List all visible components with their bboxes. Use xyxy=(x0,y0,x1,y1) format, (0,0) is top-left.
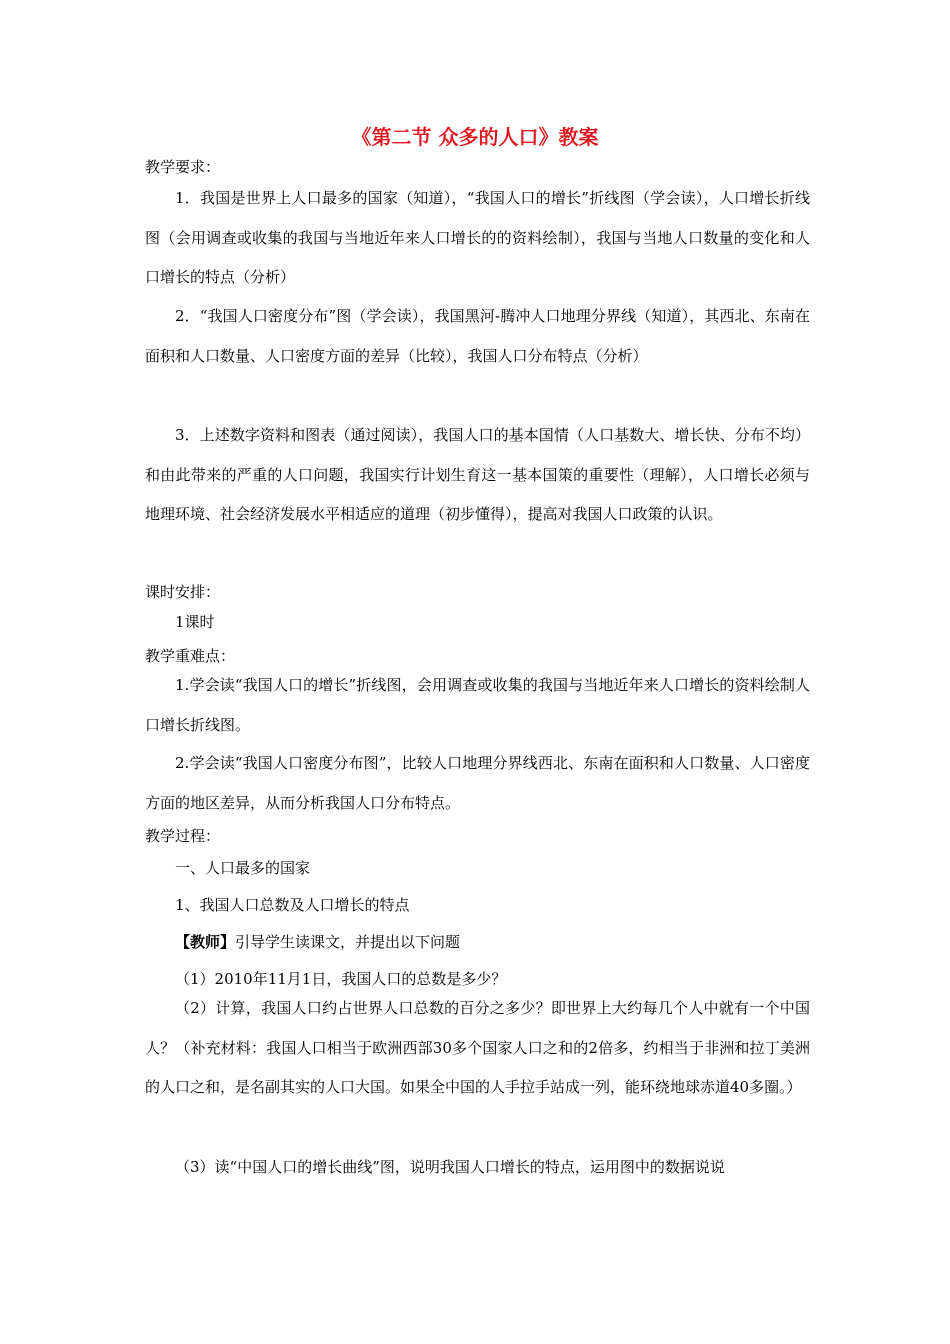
requirement-item-1: 1．我国是世界上人口最多的国家（知道），“我国人口的增长”折线图（学会读），人口增长折线图（会用调查或收集的我国与当地近年来人口增长的的资料绘制），我国与当地人口数量的变化和人口增长的特点（分析） xyxy=(145,189,810,286)
schedule-heading: 课时安排： xyxy=(145,583,221,601)
requirement-item-2: 2．“我国人口密度分布”图（学会读），我国黑河-腾冲人口地理分界线（知道），其西北、东南在面积和人口数量、人口密度方面的差异（比较），我国人口分布特点（分析） xyxy=(145,307,810,365)
process-subheading-2: 1、我国人口总数及人口增长的特点 xyxy=(175,896,410,914)
process-heading: 教学过程： xyxy=(145,827,221,845)
key-points-heading: 教学重难点： xyxy=(145,647,236,665)
teacher-text: 引导学生读课文，并提出以下问题 xyxy=(235,933,461,951)
process-subheading-1: 一、人口最多的国家 xyxy=(175,859,311,877)
requirement-item-3: 3．上述数字资料和图表（通过阅读），我国人口的基本国情（人口基数大、增长快、分布不均）和由此带来的严重的人口问题，我国实行计划生育这一基本国策的重要性（理解），人口增长必须与地理环境、社会经济发展水平相适应的道理（初步懂得），提高对我国人口政策的认识。 xyxy=(145,426,810,523)
question-3: （3）读“中国人口的增长曲线”图，说明我国人口增长的特点，运用图中的数据说说 xyxy=(175,1158,725,1176)
question-2: （2）计算，我国人口约占世界人口总数的百分之多少？即世界上大约每几个人中就有一个中国人？（补充材料：我国人口相当于欧洲西部30多个国家人口之和的2倍多，约相当于非洲和拉丁美洲的人口之和，是名副其实的人口大国。如果全中国的人手拉手站成一列，能环绕地球赤道40多圈。） xyxy=(145,999,810,1096)
question-1: （1）2010年11月1日，我国人口的总数是多少？ xyxy=(175,970,507,988)
teacher-tag: 【教师】 xyxy=(175,933,236,951)
teacher-instruction xyxy=(145,932,840,952)
schedule-value: 1课时 xyxy=(175,613,215,631)
key-point-item-2: 2.学会读“我国人口密度分布图”，比较人口地理分界线西北、东南在面积和人口数量、人口密度方面的地区差异，从而分析我国人口分布特点。 xyxy=(145,754,810,812)
requirements-heading: 教学要求： xyxy=(145,158,221,176)
document-title: 《第二节 众多的人口》教案 xyxy=(351,125,599,149)
key-point-item-1: 1.学会读“我国人口的增长”折线图，会用调查或收集的我国与当地近年来人口增长的资料绘制人口增长折线图。 xyxy=(145,676,810,734)
